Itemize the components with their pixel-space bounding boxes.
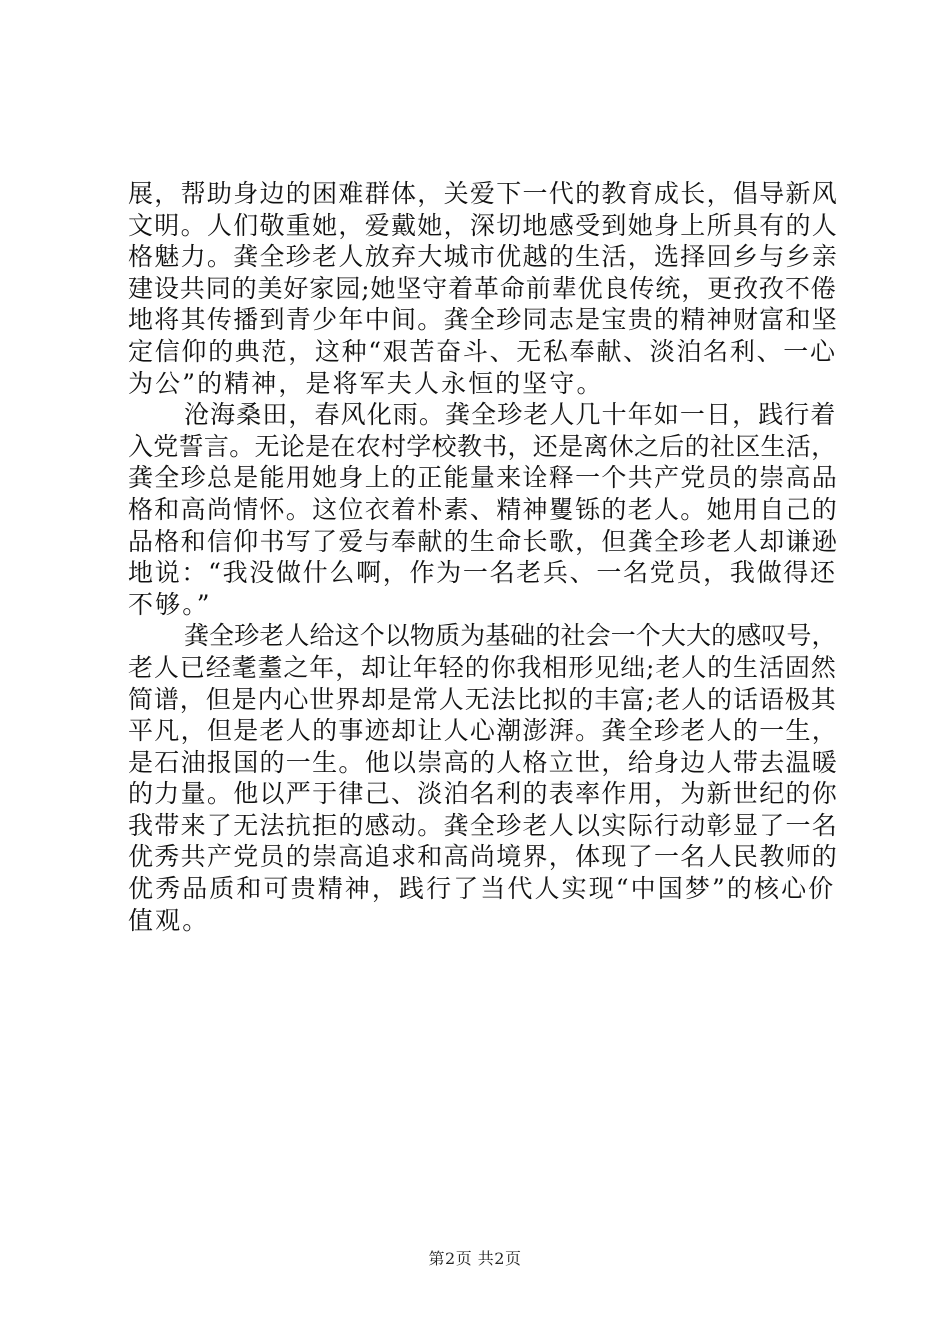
text-line: 的力量。他以严于律己、淡泊名利的表率作用，为新世纪的你	[128, 779, 839, 809]
text-line: 格和高尚情怀。这位衣着朴素、精神矍铄的老人。她用自己的	[128, 494, 839, 524]
text-line: 龚全珍总是能用她身上的正能量来诠释一个共产党员的崇高品	[128, 463, 839, 493]
text-line: 展，帮助身边的困难群体，关爱下一代的教育成长，倡导新风	[128, 179, 839, 208]
text-line: 平凡，但是老人的事迹却让人心潮澎湃。龚全珍老人的一生，	[128, 716, 839, 746]
text-line: 是石油报国的一生。他以崇高的人格立世，给身边人带去温暖	[128, 747, 839, 777]
text-line: 为公”的精神，是将军夫人永恒的坚守。	[128, 368, 604, 398]
text-line: 优秀共产党员的崇高追求和高尚境界，体现了一名人民教师的	[128, 842, 839, 872]
text-line: 定信仰的典范，这种“艰苦奋斗、无私奉献、淡泊名利、一心	[128, 336, 837, 366]
text-line: 地将其传播到青少年中间。龚全珍同志是宝贵的精神财富和坚	[128, 305, 839, 335]
text-line: 入党誓言。无论是在农村学校教书，还是离休之后的社区生活，	[128, 431, 837, 461]
text-line: 龚全珍老人给这个以物质为基础的社会一个大大的感叹号，	[184, 621, 837, 651]
text-line: 值观。	[128, 905, 210, 935]
text-line: 简谱，但是内心世界却是常人无法比拟的丰富;老人的话语极其	[128, 684, 837, 714]
text-line: 建设共同的美好家园;她坚守着革命前辈优良传统，更孜孜不倦	[128, 273, 837, 303]
text-line: 不够。”	[128, 589, 212, 619]
text-line: 优秀品质和可贵精神，践行了当代人实现“中国梦”的核心价	[128, 874, 836, 904]
text-line: 沧海桑田，春风化雨。龚全珍老人几十年如一日，践行着	[184, 400, 837, 430]
text-line: 文明。人们敬重她，爱戴她，深切地感受到她身上所具有的人	[128, 210, 839, 240]
text-line: 格魅力。龚全珍老人放弃大城市优越的生活，选择回乡与乡亲	[128, 242, 839, 272]
text-line: 地说：“我没做什么啊，作为一名老兵、一名党员，我做得还	[128, 558, 837, 588]
text-line: 品格和信仰书写了爱与奉献的生命长歌，但龚全珍老人却谦逊	[128, 526, 839, 556]
text-line: 我带来了无法抗拒的感动。龚全珍老人以实际行动彰显了一名	[128, 810, 839, 840]
text-line: 老人已经耄耋之年，却让年轻的你我相形见绌;老人的生活固然	[128, 652, 837, 682]
page-footer: 第2页 共2页	[428, 1249, 522, 1268]
body-text	[128, 178, 839, 936]
